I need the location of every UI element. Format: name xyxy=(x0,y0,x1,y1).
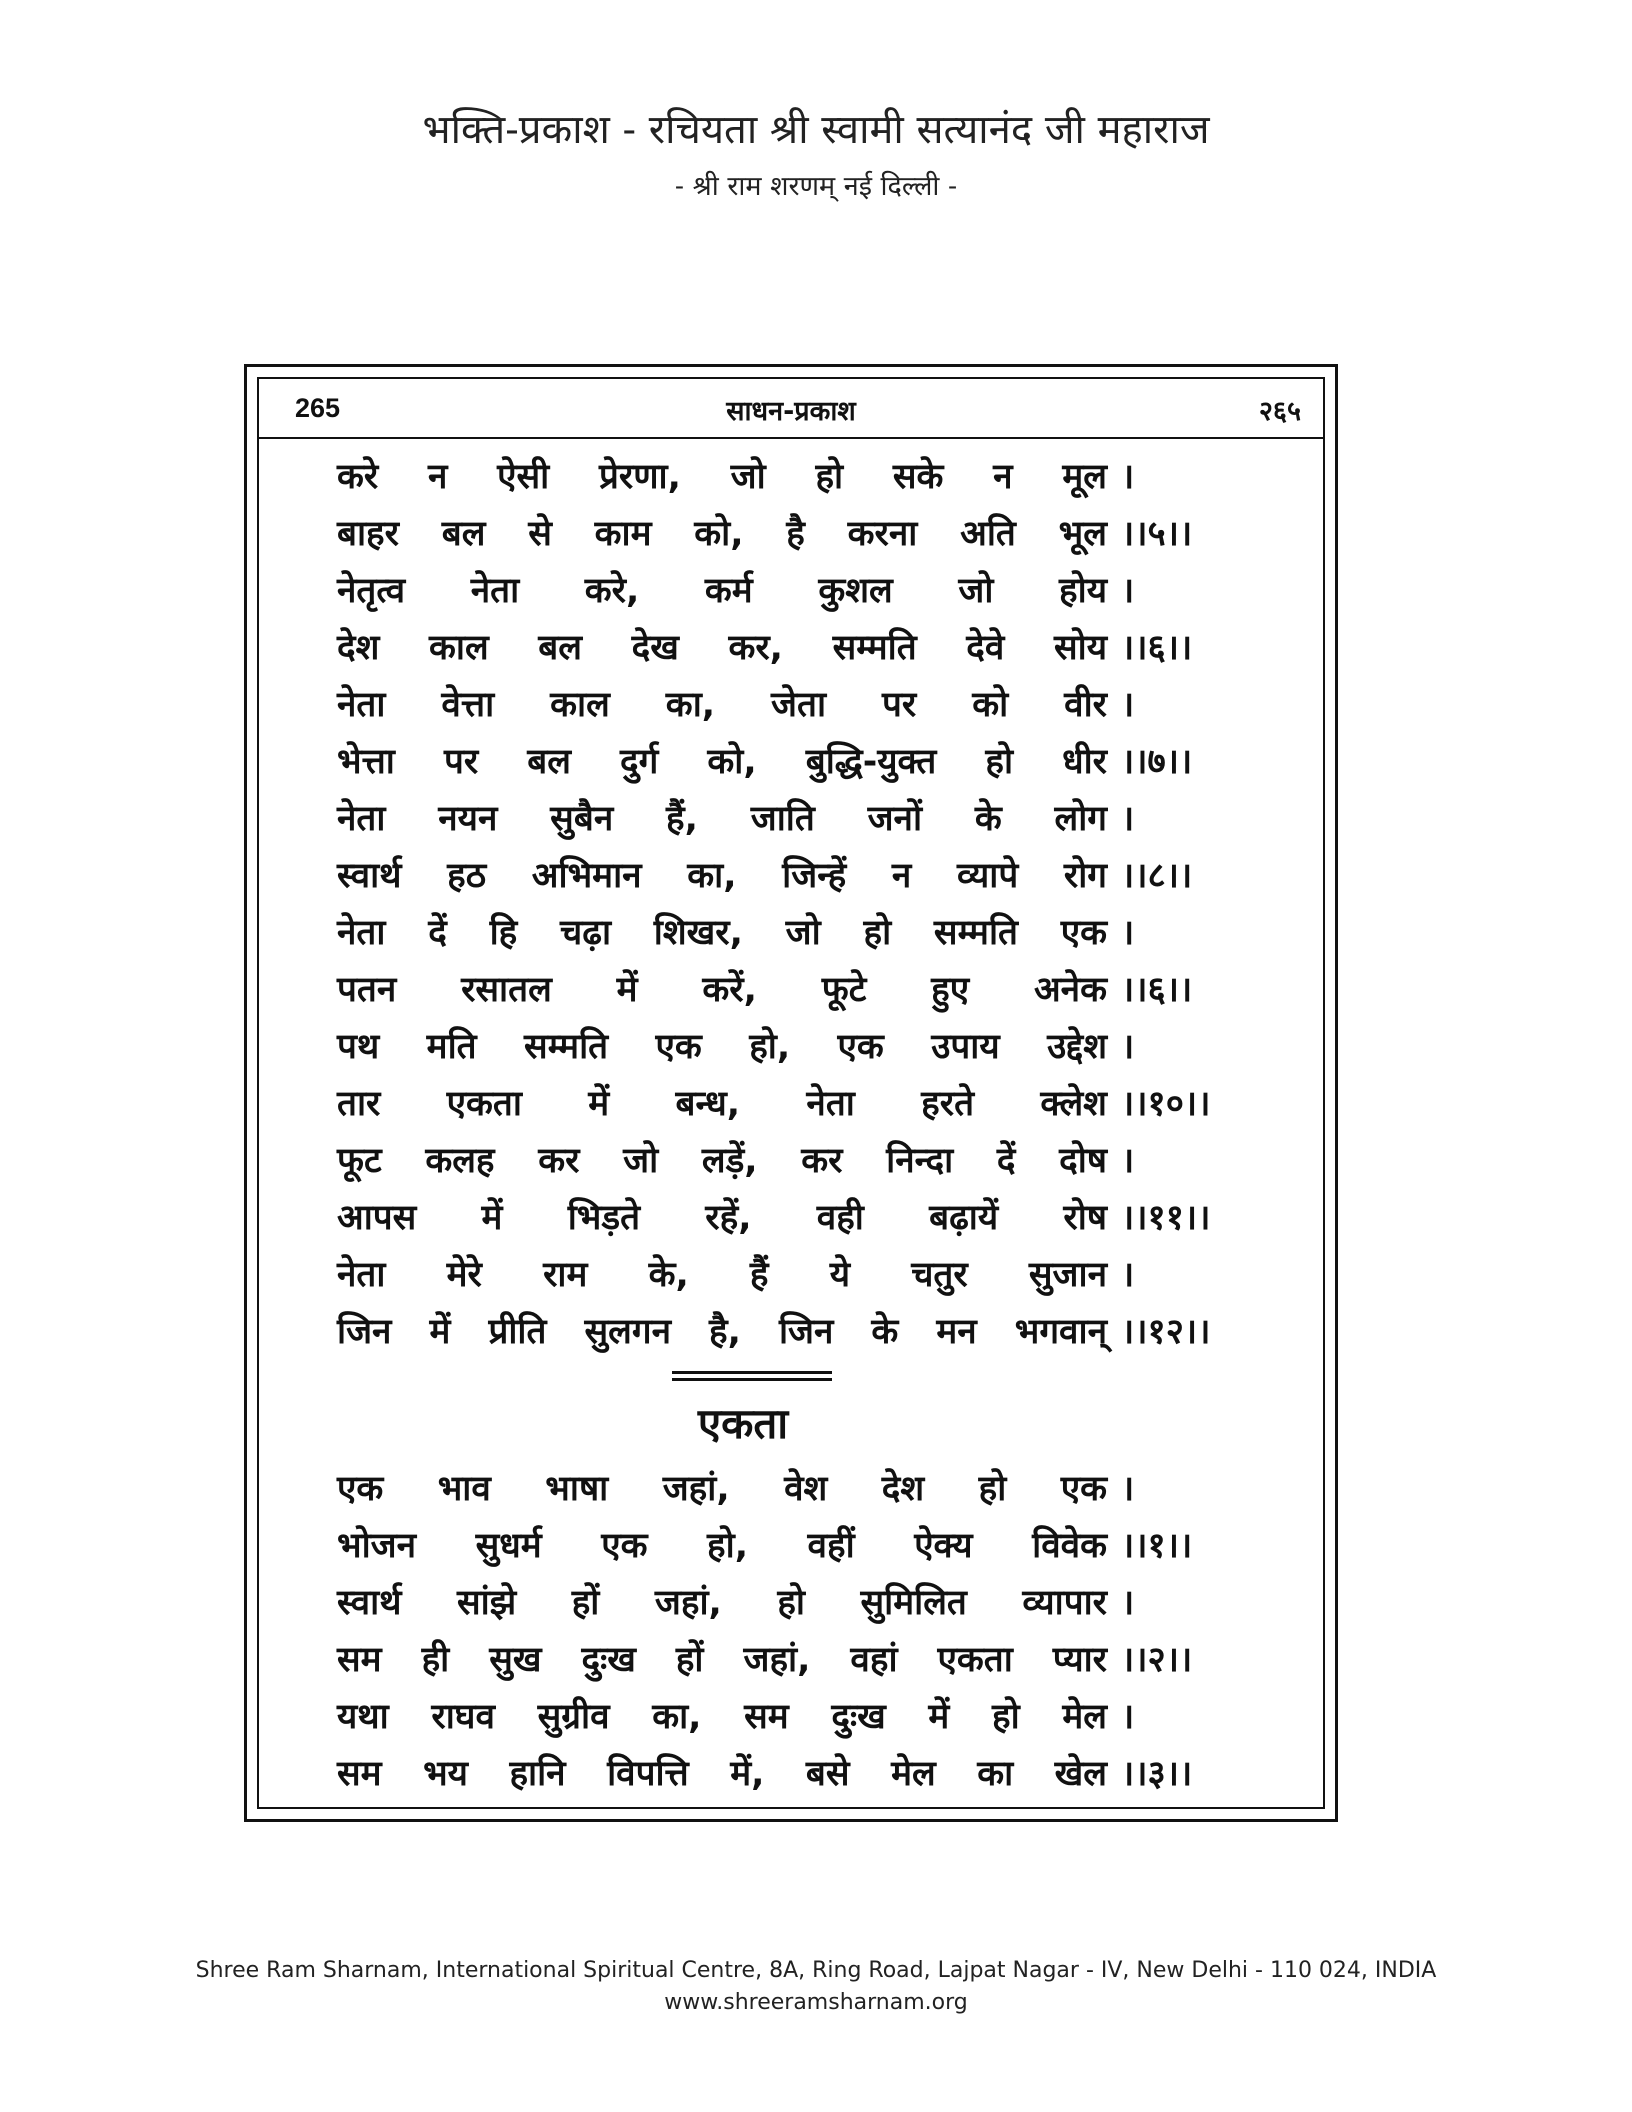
book-subtitle: - श्री राम शरणम् नई दिल्ली - xyxy=(674,171,958,202)
verse-text: सम ही सुख दुःख हों जहां, वहां एकता प्यार xyxy=(337,1640,1107,1680)
verse-line xyxy=(337,675,1277,732)
page-frame-inner xyxy=(257,377,1325,1809)
verse-marker: ।।१।। xyxy=(1121,1526,1193,1566)
verse-line xyxy=(337,504,1277,561)
verse-text: देश काल बल देख कर, सम्मति देवे सोय xyxy=(337,628,1107,668)
footer-address: Shree Ram Sharnam, International Spiritual Centre, 8A, Ring Road, Lajpat Nagar - IV, New Delhi - 110 024, INDIA xyxy=(195,1958,1437,1983)
verse-text: नेता मेरे राम के, हैं ये चतुर सुजान xyxy=(337,1255,1107,1295)
verse-text: पतन रसातल में करें, फूटे हुए अनेक xyxy=(337,970,1107,1010)
verse-line xyxy=(337,618,1277,675)
page-header xyxy=(259,379,1323,439)
verse-text: नेता वेत्ता काल का, जेता पर को वीर xyxy=(337,685,1107,725)
verse-text: नेता दें हि चढ़ा शिखर, जो हो सम्मति एक xyxy=(337,913,1107,953)
verse-marker: ।।६।। xyxy=(1121,628,1193,668)
verse-line xyxy=(337,1245,1277,1302)
verse-group-1 xyxy=(337,447,1277,1359)
footer-website: www.shreeramsharnam.org xyxy=(664,1990,968,2015)
verse-marker: ।।७।। xyxy=(1121,742,1193,782)
page-number-arabic: 265 xyxy=(295,393,341,423)
verse-text: फूट कलह कर जो लड़ें, कर निन्दा दें दोष xyxy=(337,1141,1107,1181)
verse-line xyxy=(337,1459,1277,1516)
verse-marker: । xyxy=(1121,1583,1135,1623)
verse-text: सम भय हानि विपत्ति में, बसे मेल का खेल xyxy=(337,1754,1107,1794)
verse-line xyxy=(337,903,1277,960)
verse-line xyxy=(337,1302,1277,1359)
verse-text: बाहर बल से काम को, है करना अति भूल xyxy=(337,514,1107,554)
verse-group-2 xyxy=(337,1459,1277,1801)
verse-marker: । xyxy=(1121,1469,1135,1509)
verse-marker: ।।६।। xyxy=(1121,970,1193,1010)
verse-line xyxy=(337,561,1277,618)
verse-text: भोजन सुधर्म एक हो, वहीं ऐक्य विवेक xyxy=(337,1526,1107,1566)
verse-text: नेतृत्व नेता करे, कर्म कुशल जो होय xyxy=(337,571,1107,611)
verse-line xyxy=(337,1131,1277,1188)
chapter-title: साधन-प्रकाश xyxy=(726,396,856,427)
verse-text: एक भाव भाषा जहां, वेश देश हो एक xyxy=(337,1469,1107,1509)
verse-line xyxy=(337,960,1277,1017)
verse-line xyxy=(337,1630,1277,1687)
verse-text: स्वार्थ सांझे हों जहां, हो सुमिलित व्यापार xyxy=(337,1583,1107,1623)
verse-line xyxy=(337,1188,1277,1245)
verse-line xyxy=(337,789,1277,846)
page-number-devanagari: २६५ xyxy=(1258,396,1301,427)
verse-line xyxy=(337,732,1277,789)
verse-text: यथा राघव सुग्रीव का, सम दुःख में हो मेल xyxy=(337,1697,1107,1737)
verse-text: नेता नयन सुबैन हैं, जाति जनों के लोग xyxy=(337,799,1107,839)
verse-text: भेत्ता पर बल दुर्ग को, बुद्धि-युक्त हो धीर xyxy=(337,742,1107,782)
verse-marker: । xyxy=(1121,457,1135,497)
verse-marker: । xyxy=(1121,1255,1135,1295)
verse-marker: ।।५।। xyxy=(1121,514,1193,554)
verse-marker: । xyxy=(1121,685,1135,725)
verse-marker: । xyxy=(1121,799,1135,839)
verse-text: तार एकता में बन्ध, नेता हरते क्लेश xyxy=(337,1084,1107,1124)
verse-marker: । xyxy=(1121,1141,1135,1181)
verse-marker: ।।३।। xyxy=(1121,1754,1193,1794)
verse-marker: । xyxy=(1121,571,1135,611)
verse-text: पथ मति सम्मति एक हो, एक उपाय उद्देश xyxy=(337,1027,1107,1067)
verse-text: करे न ऐसी प्रेरणा, जो हो सके न मूल xyxy=(337,457,1107,497)
verse-text: स्वार्थ हठ अभिमान का, जिन्हें न व्यापे रोग xyxy=(337,856,1107,896)
verse-line xyxy=(337,1573,1277,1630)
verse-marker: । xyxy=(1121,1027,1135,1067)
section-heading: एकता xyxy=(697,1399,789,1448)
verse-marker: ।।१०।। xyxy=(1121,1084,1211,1124)
verse-line xyxy=(337,846,1277,903)
verse-marker: ।।१२।। xyxy=(1121,1312,1211,1352)
verse-line xyxy=(337,1744,1277,1801)
verse-line xyxy=(337,1516,1277,1573)
verse-line xyxy=(337,1687,1277,1744)
page-frame xyxy=(244,364,1338,1822)
section-divider xyxy=(672,1371,832,1381)
verse-marker: । xyxy=(1121,913,1135,953)
verse-marker: ।।८।। xyxy=(1121,856,1193,896)
book-title: भक्ति-प्रकाश - रचियता श्री स्वामी सत्यानंद जी महाराज xyxy=(422,107,1210,153)
verse-marker: ।।२।। xyxy=(1121,1640,1193,1680)
verse-marker: ।।११।। xyxy=(1121,1198,1211,1238)
verse-line xyxy=(337,447,1277,504)
verse-line xyxy=(337,1017,1277,1074)
verse-line xyxy=(337,1074,1277,1131)
verse-text: आपस में भिड़ते रहें, वही बढ़ायें रोष xyxy=(337,1198,1107,1238)
verse-marker: । xyxy=(1121,1697,1135,1737)
verse-block xyxy=(337,447,1277,1801)
verse-text: जिन में प्रीति सुलगन है, जिन के मन भगवान् xyxy=(337,1312,1107,1352)
